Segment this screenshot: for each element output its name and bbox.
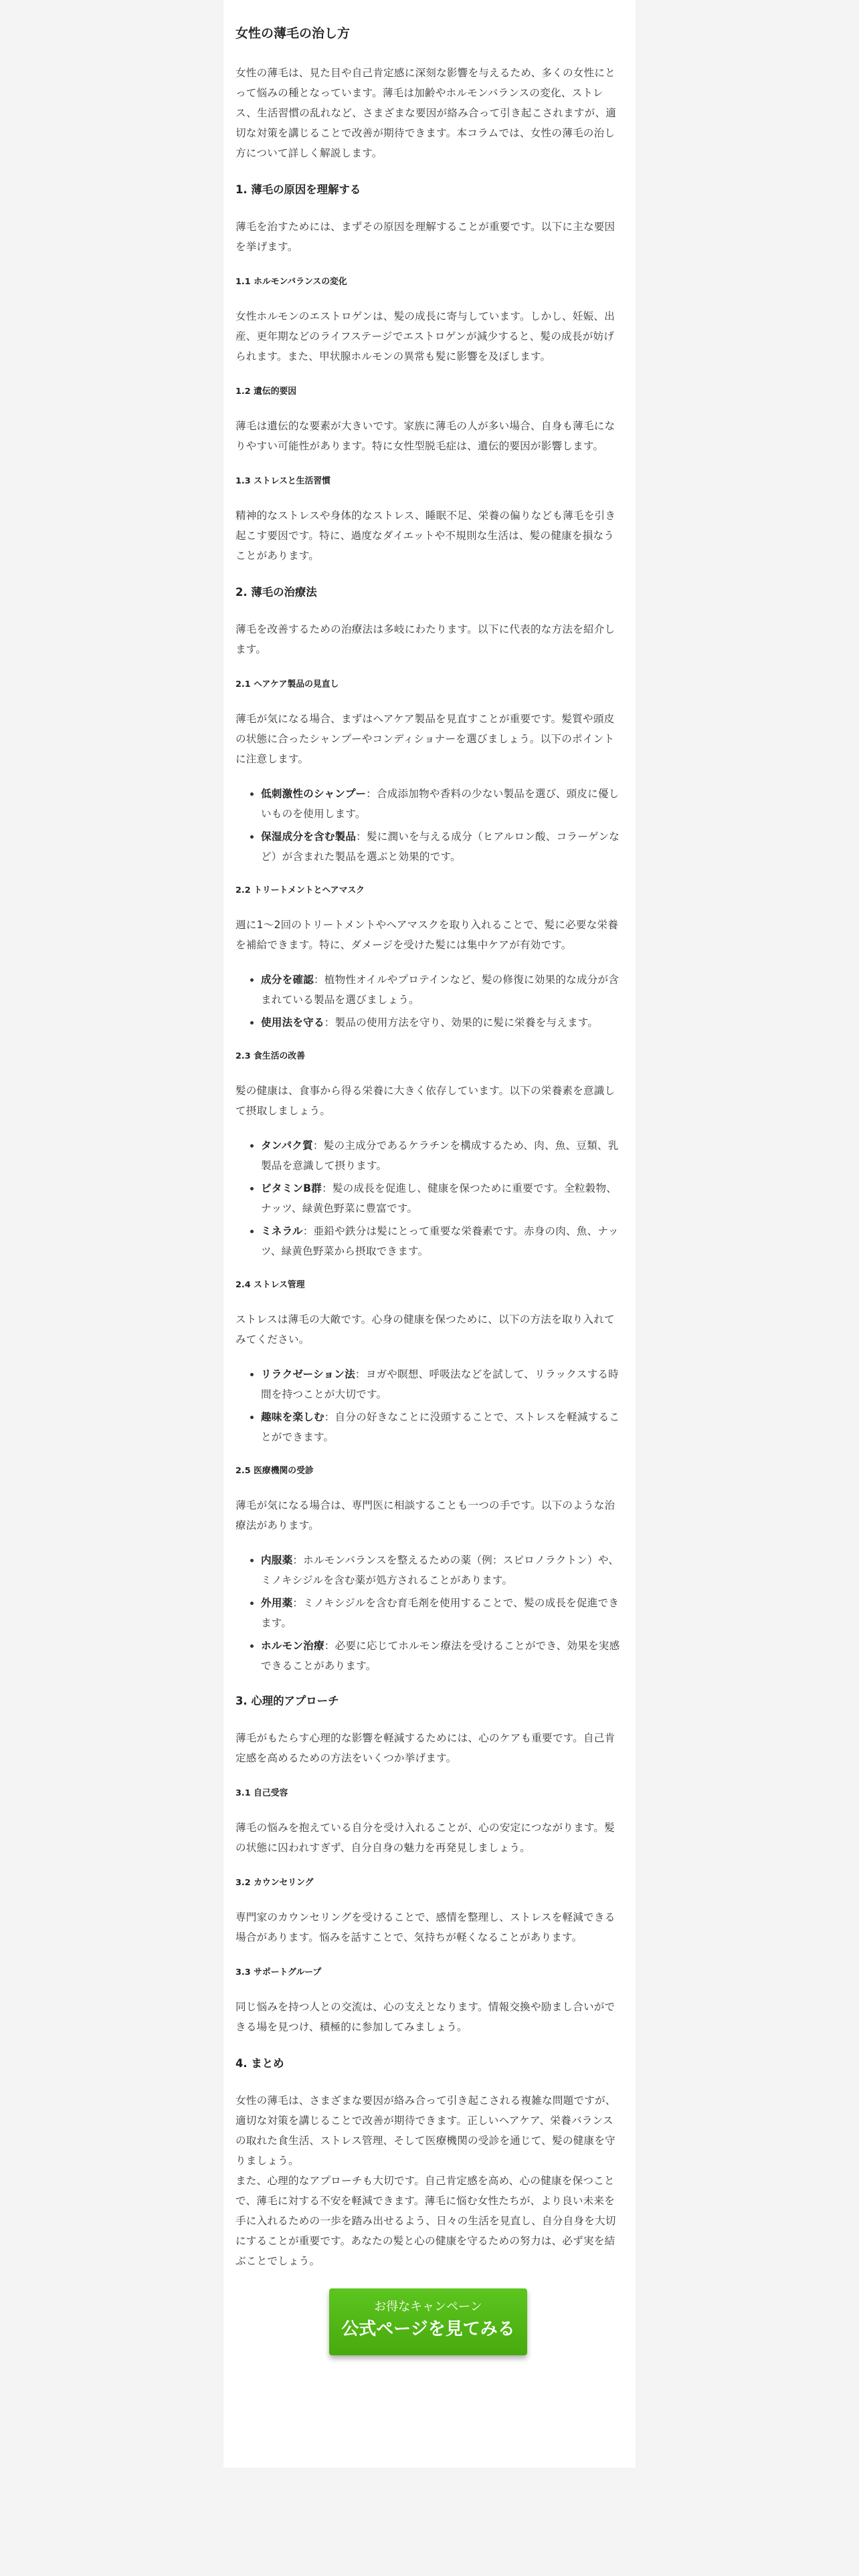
cta-container	[235, 2288, 621, 2355]
list-term: ビタミンB群	[261, 1182, 322, 1194]
subsection-heading: 1.2 遺伝的要因	[235, 387, 297, 397]
list-desc: ：植物性オイルやプロテインなど、髪の修復に効果的な成分が含まれている製品を選びましょう。	[261, 974, 619, 1006]
list-term: リラクゼーション法	[261, 1368, 355, 1380]
section-heading: 4. まとめ	[235, 2057, 284, 2070]
subsection-heading: 3.3 サポートグループ	[235, 1967, 322, 1977]
list-item	[261, 784, 621, 824]
list-item	[261, 1407, 621, 1447]
section-lead: 薄毛を治すためには、まずその原因を理解することが重要です。以下に主な要因を挙げます。	[235, 221, 615, 253]
subsection-heading: 2.4 ストレス管理	[235, 1280, 305, 1290]
list-term: 外用薬	[261, 1597, 293, 1609]
official-page-cta-button[interactable]	[329, 2288, 527, 2355]
list-term: タンパク質	[261, 1140, 313, 1152]
summary-paragraph: 女性の薄毛は、さまざまな要因が絡み合って引き起こされる複雑な問題ですが、適切な対策を講じることで改善が期待できます。正しいヘアケア、栄養バランスの取れた食生活、ストレス管理、そして医療機関の受診を通じて、髪の健康を守りましょう。	[235, 2095, 616, 2167]
section-heading: 2. 薄毛の治療法	[235, 586, 317, 599]
list-desc: ：必要に応じてホルモン療法を受けることができ、効果を実感できることがあります。	[261, 1640, 620, 1672]
paragraph: 精神的なストレスや身体的なストレス、睡眠不足、栄養の偏りなども薄毛を引き起こす要因です。特に、過度なダイエットや不規則な生活は、髪の健康を損なうことがあります。	[235, 510, 616, 562]
list-term: 保湿成分を含む製品	[261, 831, 357, 843]
subsection-heading: 2.1 ヘアケア製品の見直し	[235, 679, 339, 689]
list-desc: ：髪の主成分であるケラチンを構成するため、肉、魚、豆類、乳製品を意識して摂ります。	[261, 1140, 619, 1172]
list-item	[261, 1136, 621, 1176]
subsection-heading: 2.5 医療機関の受診	[235, 1466, 314, 1476]
list-item	[261, 970, 621, 1010]
cta-sub-label: お得なキャンペーン	[374, 2300, 482, 2314]
paragraph: 薄毛が気になる場合は、専門医に相談することも一つの手です。以下のような治療法があります。	[235, 1499, 615, 1531]
intro-paragraph: 女性の薄毛は、見た目や自己肯定感に深刻な影響を与えるため、多くの女性にとって悩みの種となっています。薄毛は加齢やホルモンバランスの変化、ストレス、生活習慣の乱れなど、さまざまな要因が絡み合って引き起こされますが、適切な対策を講じることで改善が期待できます。本コラムでは、女性の薄毛の治し方について詳しく解説します。	[235, 67, 617, 159]
list-desc: ：ミノキシジルを含む育毛剤を使用することで、髪の成長を促進できます。	[261, 1597, 619, 1629]
bullet-list	[235, 1364, 621, 1447]
paragraph: 女性ホルモンのエストロゲンは、髪の成長に寄与しています。しかし、妊娠、出産、更年期などのライフステージでエストロゲンが減少すると、髪の成長が妨げられます。また、甲状腺ホルモンの異常も髪に影響を及ぼします。	[235, 310, 615, 362]
list-term: 低刺激性のシャンプー	[261, 788, 367, 800]
list-desc: ：自分の好きなことに没頭することで、ストレスを軽減することができます。	[261, 1411, 620, 1443]
bullet-list	[235, 1136, 621, 1261]
list-term: 内服薬	[261, 1554, 293, 1566]
subsection-heading: 1.1 ホルモンバランスの変化	[235, 277, 347, 287]
section-lead: 薄毛がもたらす心理的な影響を軽減するためには、心のケアも重要です。自己肯定感を高めるための方法をいくつか挙げます。	[235, 1732, 615, 1764]
list-term: 成分を確認	[261, 974, 314, 986]
list-desc: ：ホルモンバランスを整えるための薬（例：スピロノラクトン）や、ミノキシジルを含む薬が処方されることがあります。	[261, 1554, 619, 1586]
list-desc: ：合成添加物や香料の少ない製品を選び、頭皮に優しいものを使用します。	[261, 788, 619, 820]
paragraph: 髪の健康は、食事から得る栄養に大きく依存しています。以下の栄養素を意識して摂取しましょう。	[235, 1085, 615, 1117]
subsection-heading: 3.1 自己受容	[235, 1788, 288, 1798]
paragraph: 週に1〜2回のトリートメントやヘアマスクを取り入れることで、髪に必要な栄養を補給できます。特に、ダメージを受けた髪には集中ケアが有効です。	[235, 919, 619, 951]
paragraph: 薄毛が気になる場合、まずはヘアケア製品を見直すことが重要です。髪質や頭皮の状態に合ったシャンプーやコンディショナーを選びましょう。以下のポイントに注意します。	[235, 713, 615, 765]
bullet-list	[235, 970, 621, 1033]
subsection-heading: 2.3 食生活の改善	[235, 1051, 305, 1061]
page-title: 女性の薄毛の治し方	[235, 26, 351, 41]
list-term: ホルモン治療	[261, 1640, 324, 1652]
list-item	[261, 1364, 621, 1404]
paragraph: 専門家のカウンセリングを受けることで、感情を整理し、ストレスを軽減できる場合があります。悩みを話すことで、気持ちが軽くなることがあります。	[235, 1911, 615, 1943]
list-term: 使用法を守る	[261, 1016, 324, 1029]
list-item	[261, 1593, 621, 1633]
article	[223, 0, 636, 2468]
list-item	[261, 1550, 621, 1590]
list-item	[261, 1178, 621, 1218]
list-desc: ：ヨガや瞑想、呼吸法などを試して、リラックスする時間を持つことが大切です。	[261, 1368, 619, 1400]
cta-main-label: 公式ページを見てみる	[341, 2319, 515, 2339]
list-desc: ：製品の使用方法を守り、効果的に髪に栄養を与えます。	[324, 1016, 599, 1029]
list-term: ミネラル	[261, 1225, 303, 1237]
subsection-heading: 1.3 ストレスと生活習慣	[235, 476, 330, 486]
list-item	[261, 1012, 621, 1033]
bullet-list	[235, 784, 621, 867]
paragraph: 薄毛は遺伝的な要素が大きいです。家族に薄毛の人が多い場合、自身も薄毛になりやすい可能性があります。特に女性型脱毛症は、遺伝的要因が影響します。	[235, 420, 615, 452]
subsection-heading: 3.2 カウンセリング	[235, 1878, 314, 1888]
list-desc: ：髪の成長を促進し、健康を保つために重要です。全粒穀物、ナッツ、緑黄色野菜に豊富です。	[261, 1182, 617, 1214]
list-desc: ：髪に潤いを与える成分（ヒアルロン酸、コラーゲンなど）が含まれた製品を選ぶと効果的です。	[261, 831, 620, 863]
subsection-heading: 2.2 トリートメントとヘアマスク	[235, 885, 365, 895]
paragraph: 同じ悩みを持つ人との交流は、心の支えとなります。情報交換や励まし合いができる場を見つけ、積極的に参加してみましょう。	[235, 2001, 615, 2033]
paragraph: 薄毛の悩みを抱えている自分を受け入れることが、心の安定につながります。髪の状態に囚われすぎず、自分自身の魅力を再発見しましょう。	[235, 1822, 615, 1854]
section-heading: 3. 心理的アプローチ	[235, 1695, 339, 1707]
section-lead: 薄毛を改善するための治療法は多岐にわたります。以下に代表的な方法を紹介します。	[235, 623, 615, 655]
list-item	[261, 827, 621, 867]
list-desc: ：亜鉛や鉄分は髪にとって重要な栄養素です。赤身の肉、魚、ナッツ、緑黄色野菜から摂取できます。	[261, 1225, 619, 1257]
paragraph: ストレスは薄毛の大敵です。心身の健康を保つために、以下の方法を取り入れてみてください。	[235, 1313, 615, 1346]
bullet-list	[235, 1550, 621, 1676]
list-item	[261, 1221, 621, 1261]
summary-paragraph: また、心理的なアプローチも大切です。自己肯定感を高め、心の健康を保つことで、薄毛に対する不安を軽減できます。薄毛に悩む女性たちが、より良い未来を手に入れるための一歩を踏み出せるよう、日々の生活を見直し、自分自身を大切にすることが重要です。あなたの髪と心の健康を守るための努力は、必ず実を結ぶことでしょう。	[235, 2175, 616, 2267]
section-heading: 1. 薄毛の原因を理解する	[235, 183, 361, 196]
list-item	[261, 1636, 621, 1676]
list-term: 趣味を楽しむ	[261, 1411, 324, 1423]
